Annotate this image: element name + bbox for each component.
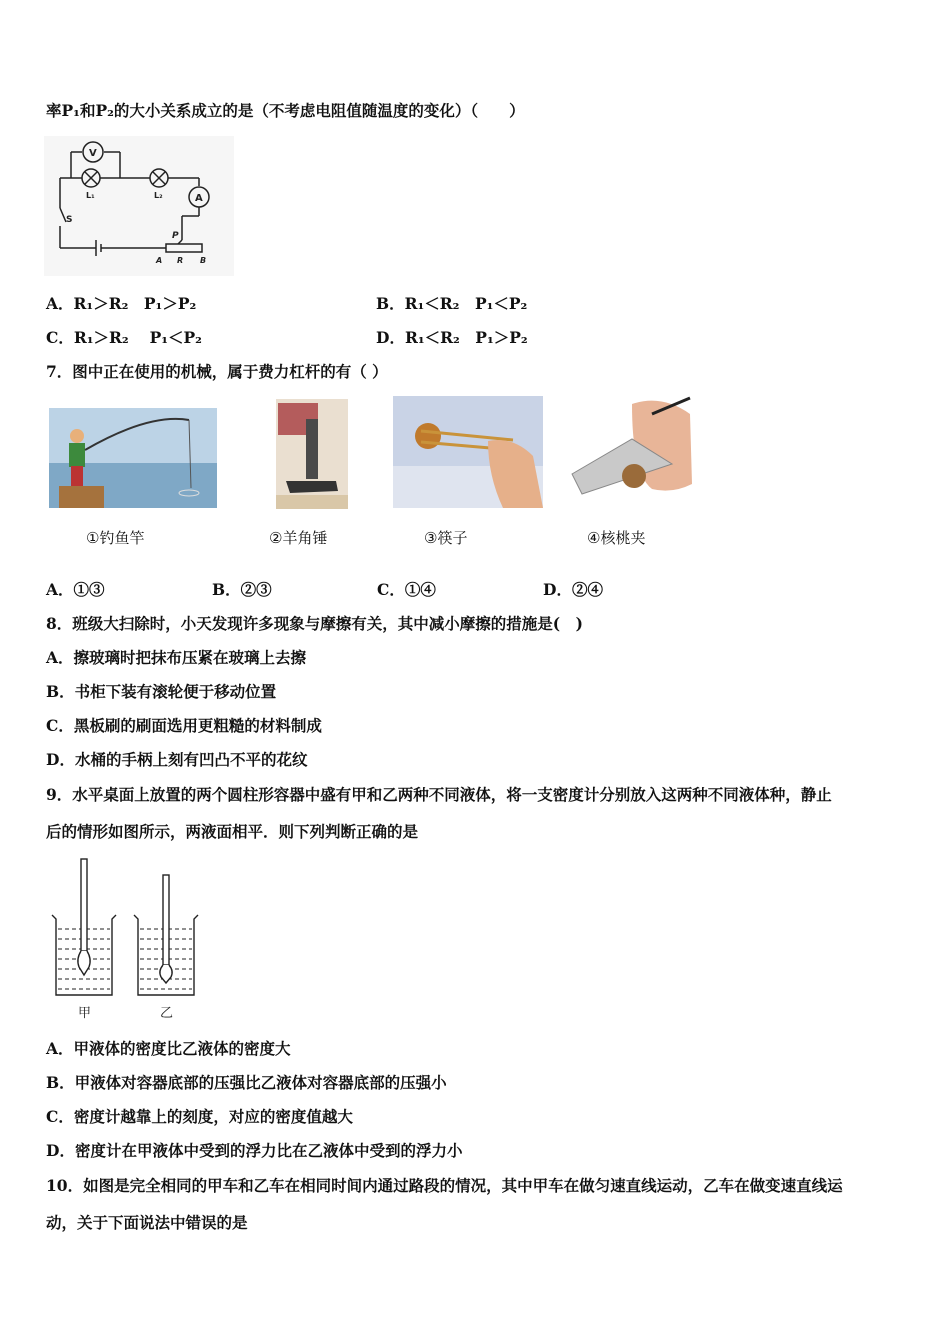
- q9-stem-line2: 后的情形如图所示，两液面相平．则下列判断正确的是: [46, 822, 419, 841]
- claw-hammer-image: [276, 399, 348, 509]
- fishing-rod-image: [49, 408, 217, 508]
- q8-option-c[interactable]: C．黑板刷的刷面选用更粗糙的材料制成: [46, 716, 322, 735]
- q9-option-c[interactable]: C．密度计越靠上的刻度，对应的密度值越大: [46, 1107, 353, 1126]
- q8-option-b[interactable]: B．书柜下装有滚轮便于移动位置: [46, 682, 277, 701]
- lamp2-label: L₂: [154, 191, 163, 200]
- caption-chopsticks: ③筷子: [424, 529, 468, 547]
- q9-option-b[interactable]: B．甲液体对容器底部的压强比乙液体对容器底部的压强小: [46, 1073, 447, 1092]
- q6-option-c[interactable]: C．R₁＞R₂ P₁＜P₂: [46, 328, 202, 347]
- q8-option-a[interactable]: A．擦玻璃时把抹布压紧在玻璃上去擦: [46, 648, 307, 667]
- caption-nutcracker: ④核桃夹: [587, 529, 646, 547]
- q7-stem: 7．图中正在使用的机械，属于费力杠杆的有（ ）: [46, 362, 388, 381]
- q6-option-a[interactable]: A．R₁＞R₂ P₁＞P₂: [46, 294, 197, 313]
- resistor-label: R: [177, 256, 184, 265]
- lamp1-label: L₁: [86, 191, 95, 200]
- switch-label: S: [66, 215, 73, 225]
- label-yi: 乙: [160, 1006, 174, 1021]
- caption-fishing-rod: ①钓鱼竿: [86, 529, 145, 547]
- nutcracker-image: [562, 394, 694, 506]
- chopsticks-image: [393, 396, 543, 508]
- q10-stem-line1: 10．如图是完全相同的甲车和乙车在相同时间内通过路段的情况，其中甲车在做匀速直线运动，乙车在做变速直线运: [46, 1176, 843, 1195]
- terminal-a-label: A: [156, 256, 163, 265]
- ammeter-label: A: [195, 193, 203, 204]
- q9-option-d[interactable]: D．密度计在甲液体中受到的浮力比在乙液体中受到的浮力小: [46, 1141, 463, 1160]
- slider-label: P: [172, 231, 179, 241]
- q7-option-a[interactable]: A．①③: [46, 580, 105, 599]
- q10-stem-line2: 动，关于下面说法中错误的是: [46, 1213, 248, 1232]
- q9-stem-line1: 9．水平桌面上放置的两个圆柱形容器中盛有甲和乙两种不同液体，将一支密度计分别放入这两种不同液体种，静止: [46, 785, 832, 804]
- q6-circuit-diagram: [44, 136, 234, 276]
- caption-claw-hammer: ②羊角锤: [269, 529, 328, 547]
- q8-option-d[interactable]: D．水桶的手柄上刻有凹凸不平的花纹: [46, 750, 308, 769]
- q6-option-b[interactable]: B．R₁＜R₂ P₁＜P₂: [376, 294, 528, 313]
- hydrometer-diagram: [46, 855, 206, 1025]
- voltmeter-label: V: [89, 148, 97, 159]
- q7-option-d[interactable]: D．②④: [543, 580, 603, 599]
- q7-option-b[interactable]: B．②③: [212, 580, 272, 599]
- q7-option-c[interactable]: C．①④: [377, 580, 436, 599]
- q9-option-a[interactable]: A．甲液体的密度比乙液体的密度大: [46, 1039, 291, 1058]
- q6-stem-tail: 率P₁和P₂的大小关系成立的是（不考虑电阻值随温度的变化）（ ）: [46, 101, 525, 120]
- terminal-b-label: B: [200, 256, 207, 265]
- q8-stem: 8．班级大扫除时，小天发现许多现象与摩擦有关，其中减小摩擦的措施是( ): [46, 614, 583, 633]
- q6-option-d[interactable]: D．R₁＜R₂ P₁＞P₂: [376, 328, 528, 347]
- label-jia: 甲: [78, 1006, 92, 1021]
